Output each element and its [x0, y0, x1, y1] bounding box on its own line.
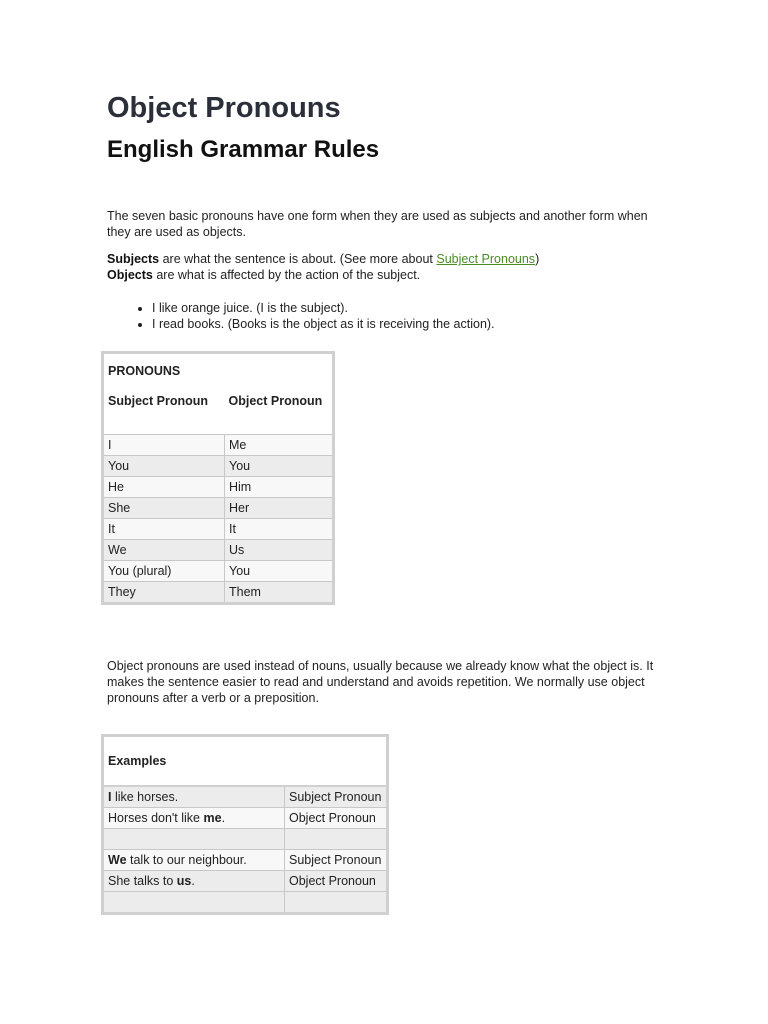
- table-row: [103, 871, 388, 892]
- table-row: [103, 850, 388, 871]
- subject-cell: He: [103, 477, 225, 498]
- pronoun-type: Object Pronoun: [285, 808, 388, 829]
- subject-pronouns-link[interactable]: Subject Pronouns: [436, 252, 536, 266]
- subject-cell: You (plural): [103, 561, 225, 582]
- example-sentence: [103, 850, 285, 871]
- object-cell: Her: [225, 498, 334, 519]
- subjects-close: ): [535, 252, 540, 266]
- pronoun-type: [285, 829, 388, 850]
- pronouns-table: [101, 351, 335, 605]
- example-bullets: [107, 300, 495, 332]
- table-row: [103, 477, 334, 498]
- table-row: [103, 892, 388, 914]
- subjects-term: Subjects: [107, 252, 160, 266]
- object-pronouns-paragraph: Object pronouns are used instead of nouns, usually because we already know what the object is. It makes the sentence easier to read and understand and avoids repetition. We normally use object pronouns after a verb or a preposition.: [107, 659, 654, 705]
- object-cell: You: [225, 456, 334, 477]
- pronoun-type: [285, 892, 388, 914]
- bold-pronoun: me: [203, 811, 222, 825]
- table-row: [103, 435, 334, 456]
- table-row: [103, 456, 334, 477]
- bold-pronoun: us: [176, 874, 192, 888]
- table-row: [103, 540, 334, 561]
- intro-paragraph: The seven basic pronouns have one form when they are used as subjects and another form when they are used as objects.: [107, 209, 648, 239]
- example-sentence: [103, 871, 285, 892]
- object-cell: Them: [225, 582, 334, 604]
- subject-cell: She: [103, 498, 225, 519]
- table-row: [103, 561, 334, 582]
- definitions-paragraph: [107, 251, 707, 283]
- object-cell: Me: [225, 435, 334, 456]
- sentence-end: .: [191, 874, 195, 888]
- page-subtitle: English Grammar Rules: [107, 136, 380, 163]
- list-item: • I read books. (Books is the object as it is receiving the action).: [152, 316, 495, 332]
- bold-pronoun: I: [108, 790, 112, 804]
- pronoun-type: Subject Pronoun: [285, 786, 388, 808]
- sentence-text: like horses.: [111, 790, 179, 804]
- sentence-text: She talks to: [108, 874, 177, 888]
- sentence-text: Horses don't like: [108, 811, 204, 825]
- subject-cell: They: [103, 582, 225, 604]
- list-item: • I like orange juice. (I is the subject).: [152, 300, 495, 316]
- example-sentence: [103, 892, 285, 914]
- examples-table: [101, 734, 389, 915]
- subject-cell: You: [103, 456, 225, 477]
- objects-text: are what is affected by the action of the subject.: [152, 268, 421, 282]
- subject-cell: I: [103, 435, 225, 456]
- example-sentence: [103, 829, 285, 850]
- table-row: [103, 498, 334, 519]
- sentence-end: .: [221, 811, 226, 825]
- subject-cell: We: [103, 540, 225, 561]
- pronouns-table-heading: PRONOUNS: [103, 353, 334, 395]
- table-row: [103, 808, 388, 829]
- subjects-text: are what the sentence is about. (See more about: [159, 252, 437, 266]
- object-cell: Us: [225, 540, 334, 561]
- subject-pronoun-header: Subject Pronoun: [103, 394, 225, 435]
- page-title: Object Pronouns: [107, 92, 341, 124]
- sentence-text: talk to our neighbour.: [126, 853, 247, 867]
- object-cell: Him: [225, 477, 334, 498]
- bold-pronoun: We: [108, 853, 127, 867]
- object-pronoun-header: Object Pronoun: [225, 394, 334, 435]
- pronoun-type: Subject Pronoun: [285, 850, 388, 871]
- table-row: [103, 786, 388, 808]
- example-sentence: [103, 808, 285, 829]
- object-cell: You: [225, 561, 334, 582]
- example-sentence: [103, 786, 285, 808]
- table-row: [103, 582, 334, 604]
- object-cell: It: [225, 519, 334, 540]
- table-row: [103, 829, 388, 850]
- table-row: [103, 519, 334, 540]
- pronoun-type: Object Pronoun: [285, 871, 388, 892]
- examples-table-heading: Examples: [103, 736, 388, 787]
- subject-cell: It: [103, 519, 225, 540]
- objects-term: Objects: [107, 268, 153, 282]
